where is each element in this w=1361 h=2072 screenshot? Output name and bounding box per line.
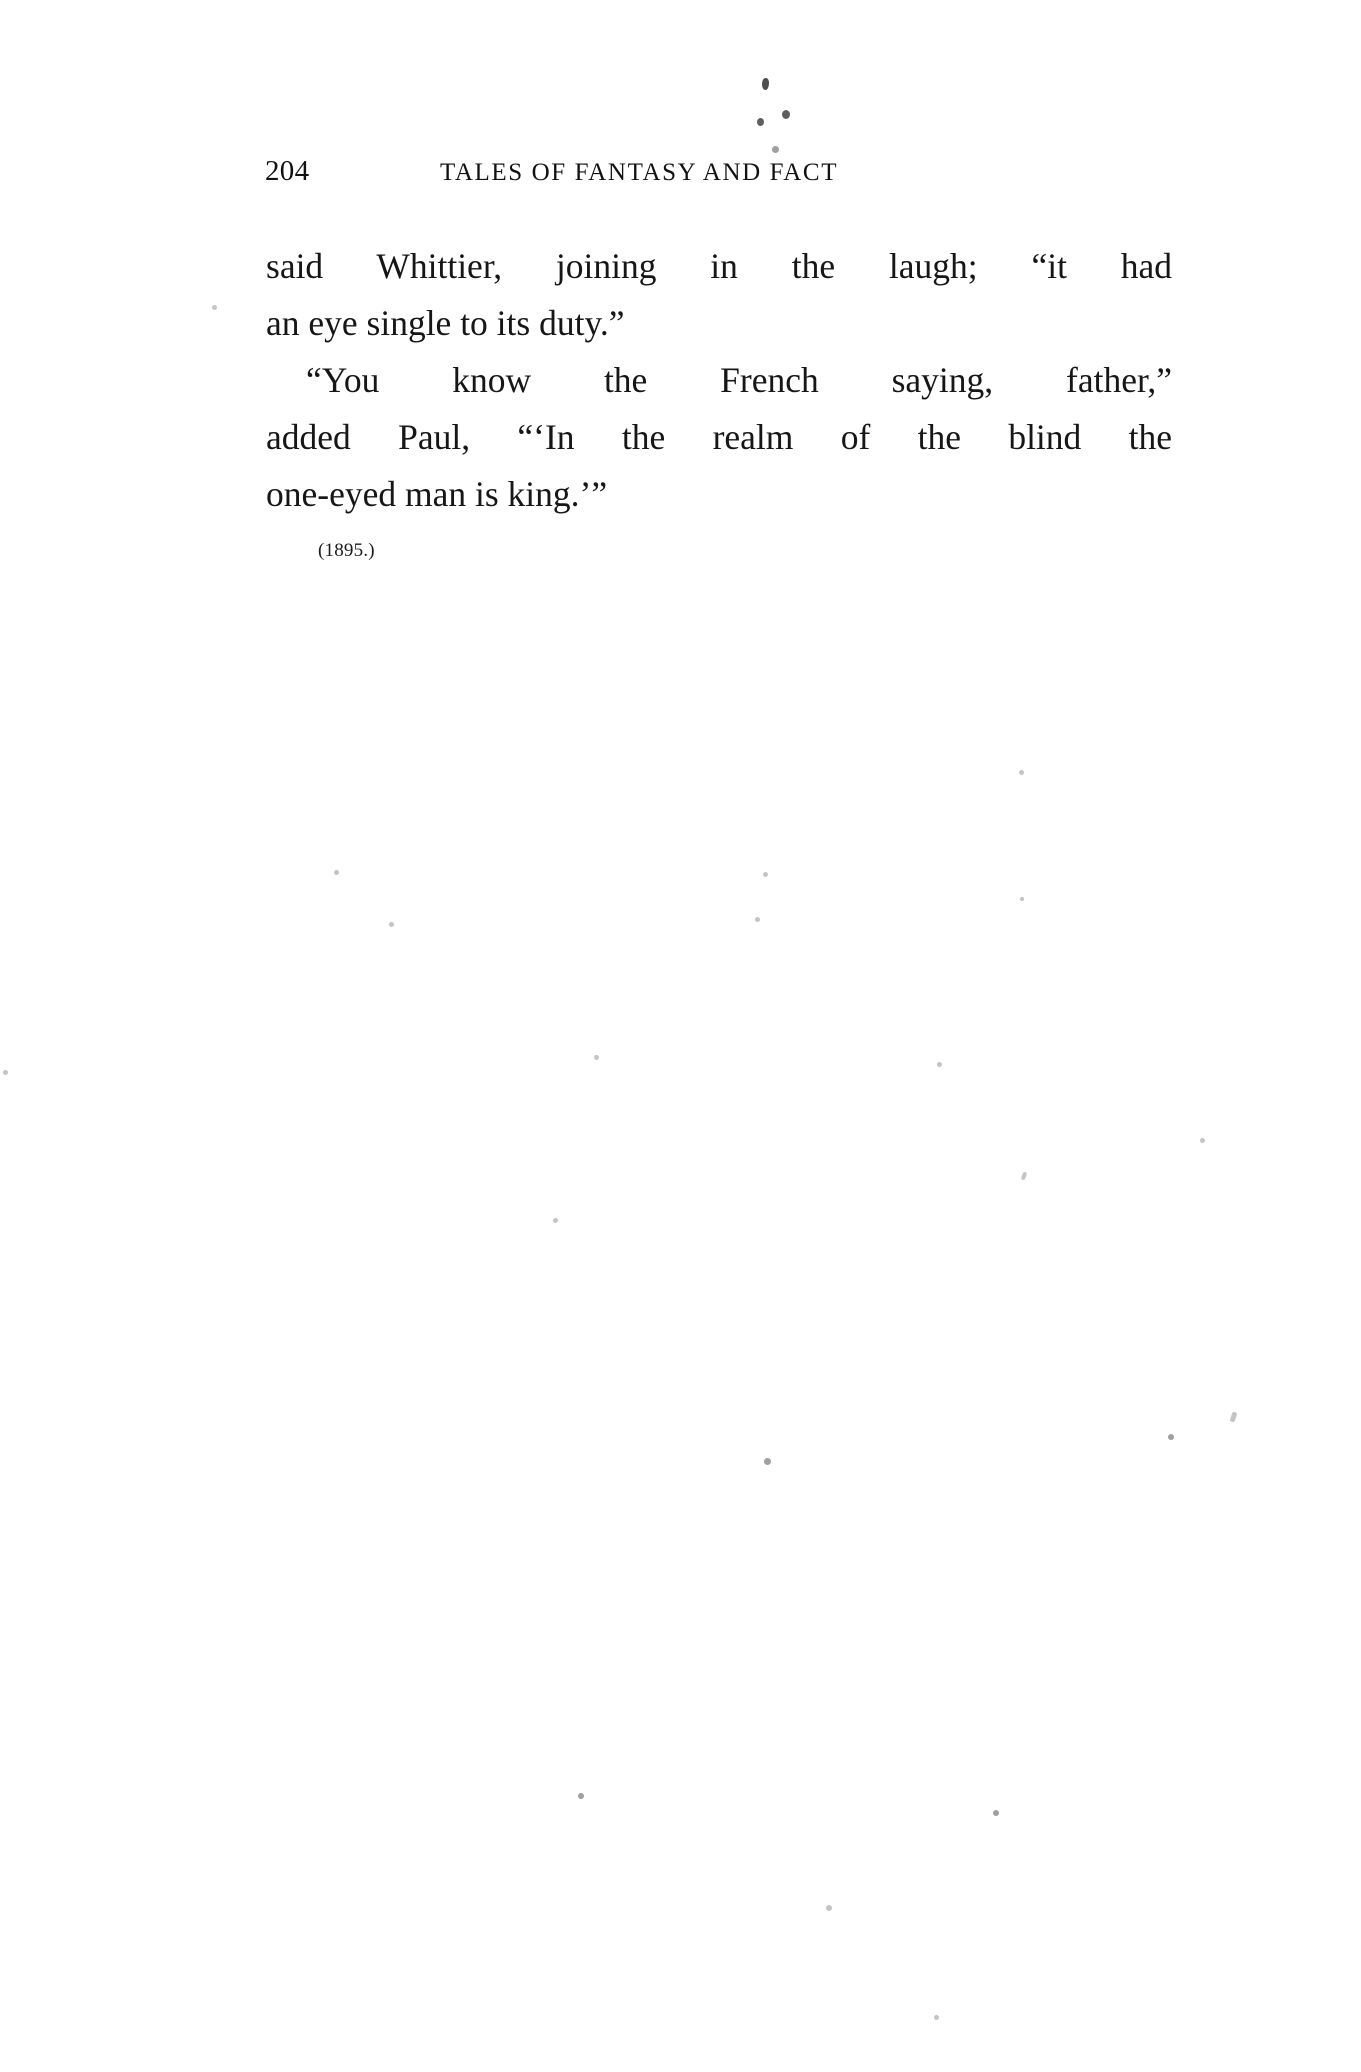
scan-speck <box>826 1905 832 1911</box>
scan-speck <box>757 118 764 126</box>
scan-speck <box>3 1070 8 1075</box>
body-text <box>266 238 1172 523</box>
scan-speck <box>1168 1434 1174 1440</box>
text-line: added Paul, “‘In the realm of the blind the <box>266 417 1172 457</box>
scan-speck <box>772 146 779 153</box>
scan-speck <box>553 1218 558 1223</box>
scan-speck <box>934 2015 939 2020</box>
scan-speck <box>212 305 217 310</box>
running-head <box>265 155 1095 189</box>
scan-speck <box>1019 770 1024 775</box>
paragraph-1 <box>266 238 1172 352</box>
scan-speck <box>578 1793 584 1799</box>
scan-speck <box>937 1062 942 1067</box>
scan-speck <box>1020 897 1024 901</box>
paragraph-2 <box>266 352 1172 523</box>
text-line: said Whittier, joining in the laugh; “it had <box>266 246 1172 286</box>
date-note: (1895.) <box>318 540 375 561</box>
scan-speck <box>1021 1172 1027 1181</box>
page-number: 204 <box>265 155 310 187</box>
text-line: “You know the French saying, father,” <box>306 360 1172 400</box>
scan-speck <box>594 1055 599 1060</box>
scan-speck <box>389 922 394 927</box>
scan-speck <box>1200 1138 1205 1143</box>
scan-speck <box>334 870 339 875</box>
scan-speck <box>993 1810 999 1816</box>
text-line: one-eyed man is king.’” <box>266 474 608 514</box>
running-head-title: TALES OF FANTASY AND FACT <box>440 159 839 186</box>
scan-speck <box>764 1458 771 1465</box>
scan-speck <box>782 110 790 119</box>
scan-speck <box>763 872 768 877</box>
scan-speck <box>755 917 760 922</box>
scan-speck <box>762 78 769 90</box>
text-line: an eye single to its duty.” <box>266 303 625 343</box>
scan-speck <box>1230 1411 1238 1422</box>
